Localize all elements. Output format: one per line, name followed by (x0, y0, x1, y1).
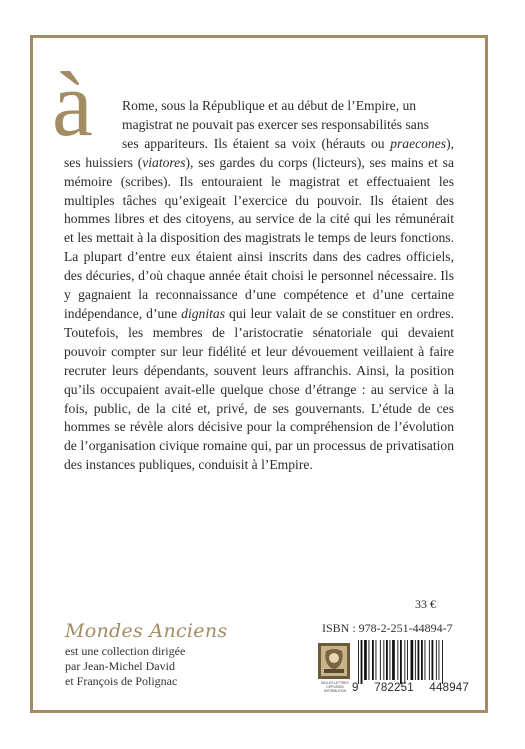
publisher-logo-text: BELLES LETTRES DIFFUSION DISTRIBUTION (321, 681, 349, 693)
text-line-2: magistrat ne pouvait pas exercer ses responsabilités sans (122, 116, 429, 132)
barcode-digit-group-1: 782251 (374, 682, 414, 694)
series-title: Mondes Anciens (65, 620, 228, 642)
isbn-label: ISBN : 978-2-251-44894-7 (322, 621, 453, 635)
back-cover-text (64, 97, 454, 475)
series-line-1: est une collection dirigée (65, 644, 186, 658)
text-line-3-start: ses appariteurs. (122, 135, 209, 151)
publisher-logo-icon (318, 643, 350, 679)
isbn-barcode (352, 640, 469, 684)
summary-paragraph: Ils étaient sa voix (hérauts ou praecones), ses huissiers (viatores), ses gardes du corps (licteurs), ses mains et sa mémoire (scribes). Ils entouraient le magistrat et effectuaient les multiples tâches qu’exigeait l’exercice du pouvoir. Ils étaient des hommes libres et des citoyens, au service de la cité qui les rémunérait et les mettait à la disposition des magistrats le temps de leurs fonctions. La plupart d’entre eux étaient ainsi inscrits dans des cadres officiels, des décuries, d’où chaque année était choisi le personnel nécessaire. Ils y gagnaient la reconnaissance d’une compétence et d’une certaine indépendance, d’une dignitas qui leur valait de se constituer en ordres. Toutefois, les membres de l’aristocratie sénatoriale qui devaient pouvoir compter sur leur fidélité et leur dévouement veillaient à faire recruter leurs dépendants, souvent leurs affranchis. Ainsi, la position qu’ils occupaient avait-elle quelque chose d’étrange : au service à la fois, public, de la cité et, privé, de ses gouvernants. L’étude de ces hommes se révèle alors décisive pour la compréhension de l’évolution de l’organisation civique romaine qui, par un processus de privatisation des instances publiques, conduisit à l’Empire. (64, 135, 454, 473)
price-label: 33 € (415, 597, 436, 611)
barcode-digit-group-2: 448947 (429, 682, 469, 694)
barcode-digits (352, 682, 469, 694)
series-line-2: par Jean-Michel David (65, 659, 175, 673)
series-line-3: et François de Polignac (65, 674, 178, 688)
drop-cap: à (52, 53, 93, 155)
barcode-digit-prefix: 9 (352, 682, 359, 694)
series-info (65, 620, 265, 689)
text-line-1: Rome, sous la République et au début de l’Empire, un (122, 98, 417, 113)
